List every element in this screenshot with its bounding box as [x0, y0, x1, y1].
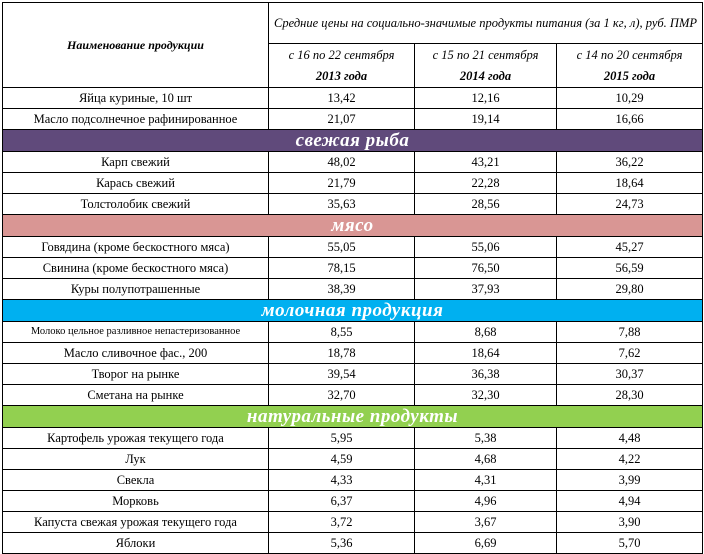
price-2013-cell: 39,54	[269, 364, 415, 385]
price-2014-cell: 55,06	[415, 237, 557, 258]
price-2015-cell: 3,99	[557, 470, 703, 491]
product-name-cell: Толстолобик свежий	[3, 194, 269, 215]
product-name-cell: Морковь	[3, 491, 269, 512]
product-name-cell: Свинина (кроме бескостного мяса)	[3, 258, 269, 279]
product-name-cell: Картофель урожая текущего года	[3, 428, 269, 449]
table-row	[3, 237, 703, 258]
table-row	[3, 385, 703, 406]
period-dates: с 16 по 22 сентября	[288, 47, 395, 62]
category-title: свежая рыба	[3, 130, 703, 152]
category-row-fish	[3, 130, 703, 152]
table-title: Средние цены на социально-значимые продукты питания (за 1 кг, л), руб. ПМР	[269, 3, 703, 44]
price-2013-cell: 55,05	[269, 237, 415, 258]
category-title: натуральные продукты	[3, 406, 703, 428]
price-2013-cell: 32,70	[269, 385, 415, 406]
table-row	[3, 449, 703, 470]
price-2015-cell: 29,80	[557, 279, 703, 300]
price-2014-cell: 76,50	[415, 258, 557, 279]
price-2014-cell: 22,28	[415, 173, 557, 194]
price-table	[2, 2, 703, 554]
price-2014-cell: 4,96	[415, 491, 557, 512]
product-name-cell: Масло подсолнечное рафинированное	[3, 109, 269, 130]
period-year: 2013 года	[315, 68, 368, 83]
table-row	[3, 491, 703, 512]
price-2015-cell: 16,66	[557, 109, 703, 130]
product-name-cell: Лук	[3, 449, 269, 470]
price-2015-cell: 30,37	[557, 364, 703, 385]
period-2014-header	[415, 44, 557, 88]
table-row	[3, 364, 703, 385]
price-2015-cell: 4,48	[557, 428, 703, 449]
period-year: 2014 года	[459, 68, 512, 83]
category-row-meat	[3, 215, 703, 237]
period-dates: с 15 по 21 сентября	[432, 47, 539, 62]
price-2014-cell: 4,31	[415, 470, 557, 491]
product-name-cell: Карась свежий	[3, 173, 269, 194]
price-2015-cell: 4,22	[557, 449, 703, 470]
table-row	[3, 512, 703, 533]
category-title: молочная продукция	[3, 300, 703, 322]
price-2013-cell: 4,59	[269, 449, 415, 470]
product-name-cell: Свекла	[3, 470, 269, 491]
price-2015-cell: 7,62	[557, 343, 703, 364]
price-2013-cell: 13,42	[269, 88, 415, 109]
table-row	[3, 343, 703, 364]
price-2014-cell: 37,93	[415, 279, 557, 300]
table-row	[3, 258, 703, 279]
price-2015-cell: 7,88	[557, 322, 703, 343]
period-2013-header	[269, 44, 415, 88]
price-2015-cell: 24,73	[557, 194, 703, 215]
table-row	[3, 428, 703, 449]
product-name-cell: Капуста свежая урожая текущего года	[3, 512, 269, 533]
price-2013-cell: 4,33	[269, 470, 415, 491]
price-2014-cell: 8,68	[415, 322, 557, 343]
price-2015-cell: 36,22	[557, 152, 703, 173]
product-name-cell: Сметана на рынке	[3, 385, 269, 406]
price-2015-cell: 10,29	[557, 88, 703, 109]
price-2014-cell: 3,67	[415, 512, 557, 533]
price-2014-cell: 36,38	[415, 364, 557, 385]
price-2013-cell: 48,02	[269, 152, 415, 173]
period-dates: с 14 по 20 сентября	[576, 47, 683, 62]
price-2013-cell: 21,79	[269, 173, 415, 194]
price-2013-cell: 5,95	[269, 428, 415, 449]
table-row	[3, 279, 703, 300]
product-name-cell: Куры полупотрашенные	[3, 279, 269, 300]
price-2014-cell: 4,68	[415, 449, 557, 470]
price-2013-cell: 6,37	[269, 491, 415, 512]
price-2014-cell: 5,38	[415, 428, 557, 449]
price-2013-cell: 78,15	[269, 258, 415, 279]
table-row	[3, 88, 703, 109]
price-2015-cell: 28,30	[557, 385, 703, 406]
product-name-header: Наименование продукции	[3, 3, 269, 88]
price-2015-cell: 3,90	[557, 512, 703, 533]
product-name-cell: Яйца куриные, 10 шт	[3, 88, 269, 109]
table-row	[3, 470, 703, 491]
price-2014-cell: 32,30	[415, 385, 557, 406]
table-row	[3, 109, 703, 130]
product-name-cell: Карп свежий	[3, 152, 269, 173]
price-2015-cell: 18,64	[557, 173, 703, 194]
product-name-cell: Говядина (кроме бескостного мяса)	[3, 237, 269, 258]
price-2013-cell: 3,72	[269, 512, 415, 533]
price-2013-cell: 38,39	[269, 279, 415, 300]
price-2013-cell: 35,63	[269, 194, 415, 215]
price-2014-cell: 28,56	[415, 194, 557, 215]
price-2015-cell: 45,27	[557, 237, 703, 258]
product-name-cell: Яблоки	[3, 533, 269, 554]
price-2013-cell: 5,36	[269, 533, 415, 554]
price-2015-cell: 4,94	[557, 491, 703, 512]
period-2015-header	[557, 44, 703, 88]
price-2013-cell: 8,55	[269, 322, 415, 343]
price-2014-cell: 12,16	[415, 88, 557, 109]
header-row-title	[3, 3, 703, 44]
price-2014-cell: 18,64	[415, 343, 557, 364]
category-row-dairy	[3, 300, 703, 322]
price-2014-cell: 43,21	[415, 152, 557, 173]
category-title: мясо	[3, 215, 703, 237]
table-row	[3, 533, 703, 554]
product-name-cell: Масло сливочное фас., 200	[3, 343, 269, 364]
price-2013-cell: 18,78	[269, 343, 415, 364]
price-2014-cell: 6,69	[415, 533, 557, 554]
product-name-cell: Творог на рынке	[3, 364, 269, 385]
price-2013-cell: 21,07	[269, 109, 415, 130]
table-row	[3, 152, 703, 173]
price-2015-cell: 56,59	[557, 258, 703, 279]
price-2015-cell: 5,70	[557, 533, 703, 554]
category-row-natural	[3, 406, 703, 428]
product-name-cell: Молоко цельное разливное непастеризованное	[3, 322, 269, 343]
table-row	[3, 173, 703, 194]
table-row	[3, 322, 703, 343]
price-2014-cell: 19,14	[415, 109, 557, 130]
period-year: 2015 года	[603, 68, 656, 83]
table-row	[3, 194, 703, 215]
